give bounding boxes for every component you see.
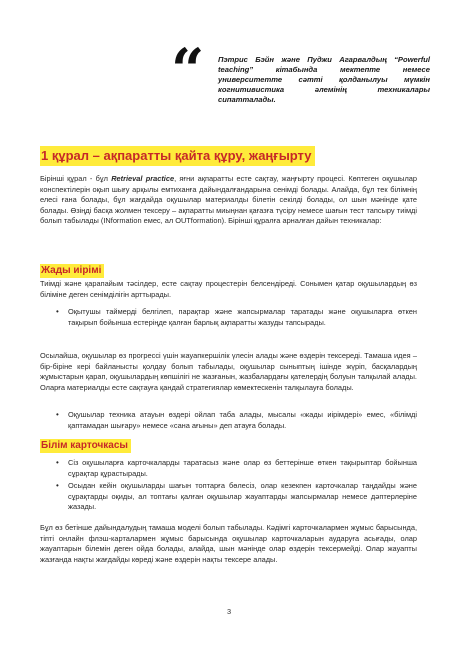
section-heading: 1 құрал – ақпаратты қайта құру, жаңғырту bbox=[40, 146, 315, 166]
memory-paragraph-1: Тиімді және қарапайым тәсілдер, есте сақтау процестерін белсендіреді. Сонымен қатар оқушылардың өз біліміне деген сенімділігін арттырады. bbox=[40, 279, 417, 299]
intro-paragraph bbox=[40, 174, 417, 227]
list-item-text: Осыдан кейін оқушыларды шағын топтарға бөлесіз, олар кезекпен карточкалар таңдайды және сұрақтарды оқиды, ал топтағы қалған оқушылар жауаптарды жапсырмалар немесе дәптерлеріне жазады. bbox=[68, 481, 417, 511]
list-item-text: Оқушылар техника атауын өздері ойлап таба алады, мысалы «жады иірімдері» емес, «білімді қаптамадан шығару» немесе «сана ағыны» деп атауға болады. bbox=[68, 410, 417, 430]
quote-text: Пэтрис Бэйн және Пуджи Агарвалдың “Powerful teaching” кітабында мектепте немесе университетте сәтті қолданылуы мүмкін когнитивистика әлемінің техникалары сипатталады. bbox=[218, 55, 430, 105]
subheading-knowledge-cards: Білім карточкасы bbox=[40, 439, 131, 453]
intro-text-before: Бірінші құрал - бұл bbox=[40, 174, 112, 183]
bullet-icon: • bbox=[56, 307, 59, 316]
bullet-icon: • bbox=[56, 481, 59, 490]
bullet-icon: • bbox=[56, 458, 59, 467]
quote-mark-icon: “ bbox=[171, 36, 205, 104]
page-number: 3 bbox=[226, 607, 232, 616]
list-item bbox=[56, 458, 417, 479]
cards-paragraph: Бұл өз бетінше дайындалудың тамаша моделі болып табылады. Кәдімгі карточкалармен жұмыс барысында, тіпті онлайн флэш-карталармен жұмыс барысында оқушылар карточкаларын аударуға асығады, олар жауаптарын білемін деген ойда болады, алайда, шын мәнінде олар өздерін тексермейді. Олар жауапты жазғанда нақты жағдайды көреді және өздерін нақты тексере алады. bbox=[40, 523, 417, 564]
intro-text-after: , яғни ақпаратты есте сақтау, жаңғырту процесі. Көптеген оқушылар конспектілерін оқып шығу арқылы емтиханға дайындалғандарына сенімді болады. Алайда, бұл тек білімнің елесі ғана болады, бұл жағдайда оқушылар материалды білетін секілді болады, ол шын мәнінде қате болады. Өзіңді басқа жолмен тексеру – ақпаратты миыңнан қағазға түсіру немесе шағын тест тапсыру тиімді болып табылады (INformation емес, ал OUTformation). Бірінші құралға арналған дайын техникалар: bbox=[40, 174, 417, 225]
list-item bbox=[56, 307, 417, 328]
intro-term: Retrieval practice bbox=[111, 174, 175, 183]
quote-block bbox=[168, 36, 430, 127]
memory-paragraph-2: Осылайша, оқушылар өз прогрессі үшін жауапкершілік үлесін алады және өздерін тексереді. Тамаша идея – бір-біріне кері байланысты қолдау болып табылады, оқушылар сыныптың ішінде жүріп, басқалардың жұмыстарын қарап, оқушылардың көпшілігі не жазғанын, жазбалардағы қателердің болуын талқылай алады. Оларға материалды есте сақтауға қандай стратегиялар көмектескенін талқылауға болады. bbox=[40, 351, 417, 392]
list-item bbox=[56, 481, 417, 513]
list-item-text: Сіз оқушыларға карточкаларды таратасыз және олар өз беттерінше өткен тақырыптар бойынша сұрақтар құрастырады. bbox=[68, 458, 417, 478]
bullet-icon: • bbox=[56, 410, 59, 419]
list-item bbox=[56, 410, 417, 431]
list-item-text: Оқытушы таймерді белгілеп, парақтар және жапсырмалар таратады және оқушыларға өткен тақырып бойынша естеріңде қалған барлық ақпаратты жазуды тапсырады. bbox=[68, 307, 417, 327]
subheading-memory-swirl: Жады иірімі bbox=[40, 264, 104, 278]
